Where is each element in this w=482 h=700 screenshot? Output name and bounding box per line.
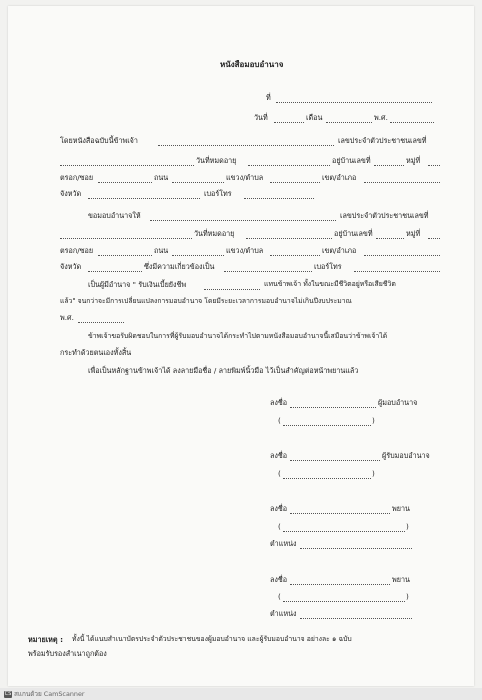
- note-text-line2: พร้อมรับรองสำเนาถูกต้อง: [28, 649, 107, 658]
- grantee-road-field[interactable]: [172, 255, 224, 256]
- grantor-signature-field[interactable]: [290, 407, 376, 408]
- grantee-expiry-field[interactable]: [246, 238, 332, 239]
- grantor-province-label: จังหวัด: [60, 189, 82, 198]
- year-label: พ.ศ.: [374, 113, 388, 122]
- witness1-signature-field[interactable]: [290, 513, 390, 514]
- grantor-expiry-label: วันที่หมดอายุ: [196, 156, 237, 165]
- grantor-phone-field[interactable]: [244, 198, 314, 199]
- grantee-phone-field[interactable]: [354, 271, 440, 272]
- grantee-paren-close: ): [372, 469, 375, 478]
- grantee-id-field[interactable]: [60, 238, 192, 239]
- grantee-subdistrict-label: แขวง/ตำบล: [226, 246, 264, 255]
- witness2-signature-field[interactable]: [290, 584, 390, 585]
- witness1-position-field[interactable]: [300, 548, 412, 549]
- grantor-id-field[interactable]: [60, 165, 194, 166]
- grantor-house-field[interactable]: [374, 165, 404, 166]
- grantee-signature-field[interactable]: [290, 460, 380, 461]
- witness2-position-label: ตำแหน่ง: [270, 609, 297, 618]
- witness2-paren-close: ): [406, 592, 409, 601]
- grantee-printed-name-field[interactable]: [283, 478, 371, 479]
- grantee-province-label: จังหวัด: [60, 262, 82, 271]
- witness2-role: พยาน: [392, 575, 410, 584]
- grantee-subdistrict-field[interactable]: [270, 255, 320, 256]
- grantee-id-label: เลขประจำตัวประชาชนเลขที่: [340, 211, 429, 220]
- grantee-relation-label: ซึ่งมีความเกี่ยวข้องเป็น: [144, 262, 215, 271]
- witness2-position-field[interactable]: [300, 618, 412, 619]
- grantee-role: ผู้รับมอบอำนาจ: [382, 451, 430, 460]
- allowance-field[interactable]: [204, 289, 260, 290]
- grantee-moo-label: หมู่ที่: [406, 229, 421, 238]
- grantee-expiry-label: วันที่หมดอายุ: [194, 229, 235, 238]
- grantee-district-label: เขต/อำเภอ: [322, 246, 357, 255]
- grantee-sign-label: ลงชื่อ: [270, 451, 288, 460]
- grantee-soi-field[interactable]: [98, 255, 152, 256]
- grantor-moo-field[interactable]: [428, 165, 440, 166]
- document-page: [8, 6, 474, 686]
- witness2-sign-label: ลงชื่อ: [270, 575, 288, 584]
- witness1-sign-label: ลงชื่อ: [270, 504, 288, 513]
- scanner-watermark-text: สแกนด้วย CamScanner: [14, 690, 85, 698]
- camscanner-icon: CS: [4, 690, 12, 697]
- at-field[interactable]: [276, 102, 432, 103]
- grantee-house-label: อยู่บ้านเลขที่: [334, 229, 373, 238]
- grantor-district-field[interactable]: [364, 182, 440, 183]
- note-label: หมายเหตุ :: [28, 635, 63, 644]
- body-p2-line1: ข้าพเจ้าขอรับผิดชอบในการที่ผู้รับมอบอำนาจได้กระทำไปตามหนังสือมอบอำนาจนี้เสมือนว่าข้าพเจ้าได้: [88, 332, 388, 340]
- document-title: หนังสือมอบอำนาจ: [220, 60, 284, 69]
- grantor-id-label: เลขประจำตัวประชาชนเลขที่: [338, 136, 427, 145]
- grantee-soi-label: ตรอก/ซอย: [60, 246, 94, 255]
- grantee-road-label: ถนน: [154, 246, 169, 255]
- grantee-district-field[interactable]: [364, 255, 440, 256]
- witness1-printed-name-field[interactable]: [283, 531, 405, 532]
- grantor-subdistrict-field[interactable]: [270, 182, 320, 183]
- grantor-paren-close: ): [372, 416, 375, 425]
- witness2-paren-open: (: [278, 592, 281, 601]
- body-p3: เพื่อเป็นหลักฐานข้าพเจ้าได้ ลงลายมือชื่อ / ลายพิมพ์นิ้วมือ ไว้เป็นสำคัญต่อหน้าพยานแล้ว: [88, 366, 359, 375]
- grantor-printed-name-field[interactable]: [283, 425, 371, 426]
- grantor-moo-label: หมู่ที่: [406, 156, 421, 165]
- grantor-road-field[interactable]: [172, 182, 224, 183]
- year-field[interactable]: [390, 122, 434, 123]
- grantee-relation-field[interactable]: [224, 271, 312, 272]
- date-label: วันที่: [254, 113, 268, 122]
- body-p1-start: เป็นผู้มีอำนาจ " รับเงินเบี้ยยังชีพ: [88, 280, 187, 289]
- fiscal-year-field[interactable]: [78, 322, 124, 323]
- note-text: ทั้งนี้ ได้แนบสำเนาบัตรประจำตัวประชาชนของผู้มอบอำนาจ และผู้รับมอบอำนาจ อย่างละ ๑ ฉบับ: [72, 635, 352, 643]
- grantor-subdistrict-label: แขวง/ตำบล: [226, 173, 264, 182]
- witness2-printed-name-field[interactable]: [283, 601, 405, 602]
- grantor-district-label: เขต/อำเภอ: [322, 173, 357, 182]
- body-p1-line2: แล้ว" จนกว่าจะมีการเปลี่ยนแปลงการมอบอำนาจ โดยมีระยะเวลาการมอบอำนาจไม่เกินปีงบประมาณ: [60, 297, 352, 305]
- grantee-intro: ขอมอบอำนาจให้: [88, 211, 141, 220]
- grantee-phone-label: เบอร์โทร: [314, 262, 342, 271]
- grantor-intro: โดยหนังสือฉบับนี้ข้าพเจ้า: [60, 136, 138, 145]
- grantor-name-field[interactable]: [158, 145, 334, 146]
- grantor-paren-open: (: [278, 416, 281, 425]
- month-field[interactable]: [326, 122, 372, 123]
- month-label: เดือน: [306, 113, 323, 122]
- grantor-phone-label: เบอร์โทร: [204, 189, 232, 198]
- grantor-road-label: ถนน: [154, 173, 169, 182]
- grantee-name-field[interactable]: [150, 220, 336, 221]
- grantee-province-field[interactable]: [88, 271, 142, 272]
- grantee-paren-open: (: [278, 469, 281, 478]
- grantor-soi-label: ตรอก/ซอย: [60, 173, 94, 182]
- body-p1-year-label: พ.ศ.: [60, 313, 74, 322]
- scanner-watermark: [4, 689, 85, 699]
- body-p2-line2: กระทำด้วยตนเองทั้งสิ้น: [60, 348, 132, 357]
- witness1-role: พยาน: [392, 504, 410, 513]
- witness1-paren-open: (: [278, 522, 281, 531]
- date-field[interactable]: [274, 122, 304, 123]
- grantor-sign-label: ลงชื่อ: [270, 398, 288, 407]
- witness1-paren-close: ): [406, 522, 409, 531]
- grantee-moo-field[interactable]: [428, 238, 440, 239]
- at-label: ที่: [266, 93, 271, 102]
- grantor-soi-field[interactable]: [98, 182, 152, 183]
- grantee-house-field[interactable]: [376, 238, 404, 239]
- grantor-role: ผู้มอบอำนาจ: [378, 398, 418, 407]
- body-p1-mid: แทนข้าพเจ้า ทั้งในขณะมีชีวิตอยู่หรือเสียชีวิต: [264, 280, 396, 288]
- witness1-position-label: ตำแหน่ง: [270, 539, 297, 548]
- grantor-house-label: อยู่บ้านเลขที่: [332, 156, 371, 165]
- grantor-expiry-field[interactable]: [248, 165, 330, 166]
- grantor-province-field[interactable]: [88, 198, 200, 199]
